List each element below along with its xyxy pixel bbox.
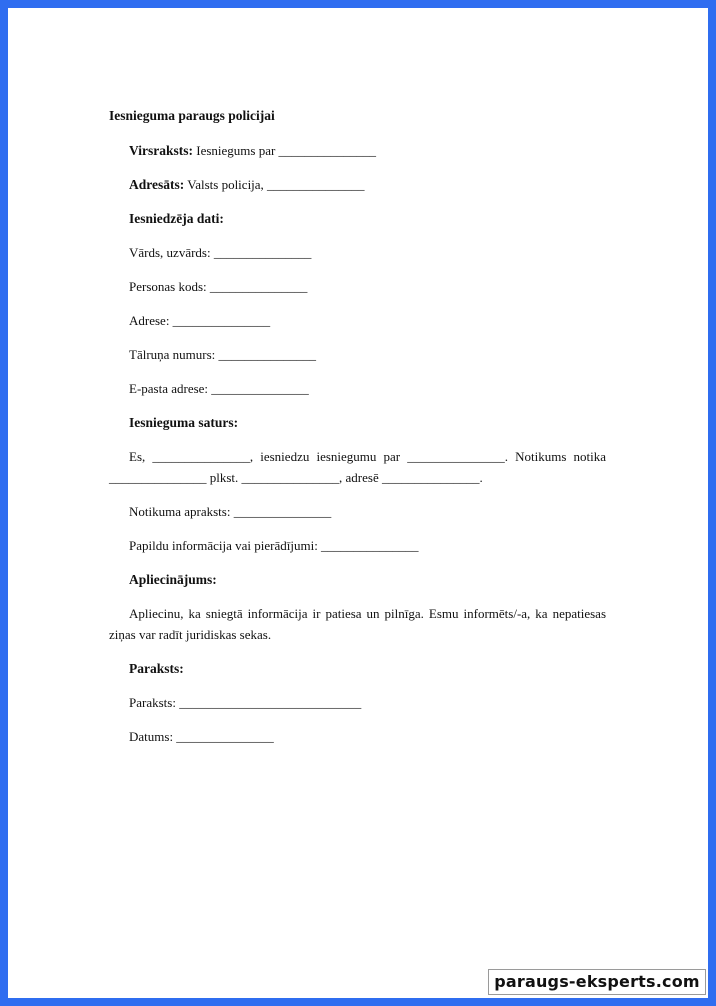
content-heading-text: Iesnieguma saturs:: [129, 415, 239, 430]
signature-heading-text: Paraksts:: [129, 661, 184, 676]
document-title: Iesnieguma paraugs policijai: [109, 108, 275, 123]
phone-field: Tālruņa numurs: _______________: [129, 347, 317, 362]
addressee-label: Adresāts:: [129, 177, 185, 192]
description-field: Notikuma apraksts: _______________: [129, 504, 332, 519]
applicant-heading-text: Iesniedzēja dati:: [129, 211, 224, 226]
signature-heading: [109, 658, 606, 679]
document-page: [109, 105, 606, 760]
addressee-value: Valsts policija, _______________: [184, 177, 365, 192]
confirmation-paragraph: Apliecinu, ka sniegtā informācija ir patiesa un pilnīga. Esmu informēts/-a, ka nepatiesas ziņas var radīt juridiskas sekas.: [109, 606, 606, 642]
date-field: Datums: _______________: [129, 729, 274, 744]
email-field: E-pasta adrese: _______________: [129, 381, 309, 396]
subject-line: [109, 140, 606, 161]
subject-label: Virsraksts:: [129, 143, 193, 158]
confirmation-heading-text: Apliecinājums:: [129, 572, 217, 587]
name-field: Vārds, uzvārds: _______________: [129, 245, 312, 260]
subject-value: Iesniegums par _______________: [193, 143, 377, 158]
site-watermark: paraugs-eksperts.com: [488, 969, 706, 995]
additional-info-field: Papildu informācija vai pierādījumi: _______________: [129, 538, 419, 553]
content-heading: [109, 412, 606, 433]
address-field: Adrese: _______________: [129, 313, 271, 328]
applicant-heading: [109, 208, 606, 229]
signature-field: Paraksts: ____________________________: [129, 695, 362, 710]
addressee-line: [109, 174, 606, 195]
content-paragraph: Es, _______________, iesniedzu iesniegumu par _______________. Notikums notika _______________ plkst. _______________, adresē _______________.: [109, 449, 606, 485]
personal-code-field: Personas kods: _______________: [129, 279, 308, 294]
confirmation-heading: [109, 569, 606, 590]
